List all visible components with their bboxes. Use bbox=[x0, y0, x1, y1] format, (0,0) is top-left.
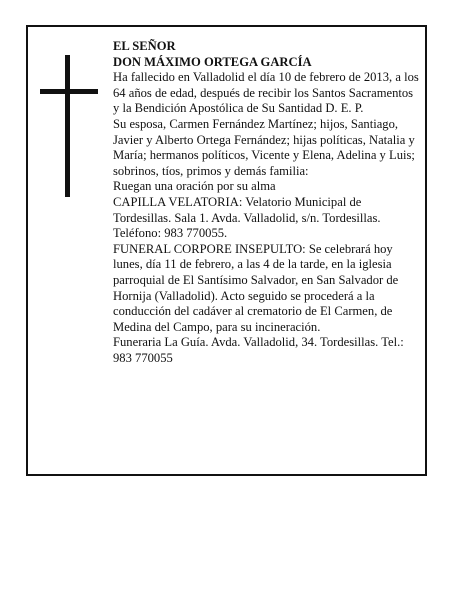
death-announcement-paragraph: Ha fallecido en Valladolid el día 10 de febrero de 2013, a los 64 años de edad, después de recibir los Santos Sacramentos y la Bendición Apostólica de Su Santidad D. E. P. bbox=[113, 70, 419, 116]
prayer-request: Ruegan una oración por su alma bbox=[113, 179, 276, 194]
cross-vertical-bar bbox=[65, 55, 70, 197]
obituary-title-line-1: EL SEÑOR bbox=[113, 39, 176, 53]
family-paragraph: Su esposa, Carmen Fernández Martínez; hijos, Santiago, Javier y Alberto Ortega Fernández; hijas políticas, Natalia y María; hermanos políticos, Vicente y Elena, Adelina y Luis; sobrinos, tíos, primos y demás familia: bbox=[113, 116, 415, 178]
obituary-deceased-name: DON MÁXIMO ORTEGA GARCÍA bbox=[113, 54, 312, 69]
funeral-paragraph: FUNERAL CORPORE INSEPULTO: Se celebrará hoy lunes, día 11 de febrero, a las 4 de la tarde, en la iglesia parroquial de El Santísimo Salvador, en San Salvador de Hornija (Valladolid). Acto seguido se procederá a la conducción del cadáver al crematorio de El Carmen, de Medina del Campo, para su incineración. bbox=[113, 241, 399, 334]
obituary-text bbox=[113, 39, 422, 366]
cross-horizontal-bar bbox=[40, 89, 98, 94]
funeral-home-paragraph: Funeraria La Guía. Avda. Valladolid, 34. Tordesillas. Tel.: 983 770055 bbox=[113, 335, 404, 365]
latin-cross-icon bbox=[40, 55, 98, 197]
wake-chapel-paragraph: CAPILLA VELATORIA: Velatorio Municipal de Tordesillas. Sala 1. Avda. Valladolid, s/n. Tordesillas. Teléfono: 983 770055. bbox=[113, 194, 381, 241]
